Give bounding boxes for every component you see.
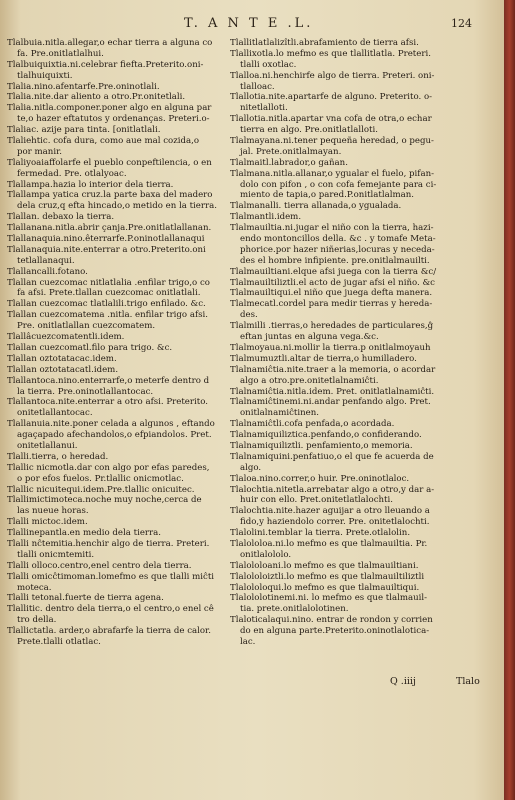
entry-line: Tlallan cuezcomac nitlatlalia .enfilar trigo,o co [7, 277, 210, 288]
entry-line: por manir. [17, 146, 62, 157]
entry-line: Tlallampa.hazia lo interior dela tierra. [7, 179, 174, 190]
entry-line: te,o hazer eftatutos y ordenanças. Preteri.o- [17, 114, 210, 125]
entry-line: moteca. [17, 582, 52, 593]
entry-line: fa. Pre.onitlatlalhui. [17, 48, 104, 59]
entry-line: Tlalli olloco.centro,enel centro dela tierra. [7, 560, 192, 571]
entry-line: algo. [240, 462, 262, 473]
entry-line: Tlalnamiĉtia.nite.traer a la memoria, o acordar [230, 364, 436, 375]
catchword: Tlalo [456, 676, 480, 687]
entry-line: Tlalnamiquiliztica.penfando,o confiderando. [230, 430, 422, 441]
entry-line: Tlallantoca.nino.enterrarfe,o meterfe dentro d [7, 375, 210, 386]
entry-line: tro della. [17, 615, 57, 626]
entry-line: Tlalololoqui.lo mefmo es que tlalmauiltiqui. [230, 582, 420, 593]
entry-line: Tlaliyoaiaffolarfe el pueblo conpeftilencia, o en [7, 157, 212, 168]
entry-line: Tlalmayana.ni.tener pequeña heredad, o pegu- [230, 136, 434, 147]
entry-line: Tlallâcuezcomatentli.idem. [7, 332, 125, 343]
entry-line: Tlalochtia.nite.hazer aguijar a otro lleuando a [230, 506, 430, 517]
entry-line: Tlalololoiztli.lo mefmo es que tlalmauiltiliztli [230, 571, 425, 582]
signature-mark: Q .iiij [390, 676, 416, 687]
entry-line: Tlalli nĉtemitia.henchir algo de tierra. Preteri. [7, 538, 210, 549]
entry-line: Tlalmaitl.labrador,o gañan. [230, 157, 348, 168]
entry-line: Tlalbuia.nitla.allegar,o echar tierra a alguna co [7, 38, 213, 48]
entry-line: Tlallotia.nite.apartarfe de alguno. Preterito. o- [230, 92, 433, 103]
entry-line: tlalhuiquixti. [17, 70, 73, 81]
entry-line: Tlallan cuezcomatl.filo para trigo. &c. [7, 342, 173, 353]
entry-line: Tlalmauiltiani.elque afsi juega con la tierra &c/ [230, 266, 437, 277]
entry-line: tlalli oxotlac. [240, 59, 297, 70]
entry-line: des. [240, 310, 258, 321]
entry-line: Tlalololoa.ni.lo mefmo es que tlalmauiltia. Pr. [230, 538, 428, 549]
entry-line: Tlallimictimoteca.noche muy noche,cerca de [7, 495, 202, 506]
entry-line: des el hombre infipiente. pre.onitlalmauilti. [240, 255, 430, 266]
entry-line: miento de tapia,o pared.P.onitlatlalman. [240, 190, 415, 201]
entry-line: Tlallinepantla.en medio dela tierra. [7, 528, 161, 539]
entry-line: onitlalnamiĉtinen. [240, 408, 319, 419]
page-header [0, 16, 498, 36]
running-title: T. A N T E .L. [184, 16, 314, 31]
entry-line: tlalli onicmtemiti. [17, 549, 95, 560]
page-number: 124 [451, 17, 472, 30]
entry-line: Prete.tlalli otlatlac. [17, 636, 101, 647]
entry-line: Tlalololoani.lo mefmo es que tlalmauiltiani. [230, 560, 419, 571]
entry-line: Tlallan. debaxo la tierra. [7, 212, 115, 223]
entry-line: Tlallantoca.nite.enterrar a otro afsi. Preterito. [7, 397, 208, 408]
right-column [230, 38, 492, 648]
entry-line: fa afsi. Prete.tlallan cuezcomac onitlatlali. [17, 288, 201, 299]
entry-line: huir con ello. Pret.onitetlatlalochti. [240, 495, 393, 506]
entry-line: Tlalmumuztli.altar de tierra,o humilladero. [230, 353, 417, 364]
entry-line: Tlalmoyaua.ni.mollir la tierra.p onitlalmoyauh [230, 342, 431, 353]
entry-line: la tierra. Pre.oninotlallantocac. [17, 386, 154, 397]
entry-line: algo a otro.pre.onitetlalnamiĉti. [240, 375, 379, 386]
entry-line: lac. [240, 636, 256, 647]
entry-line: Tlaliac. azije para tinta. [onitlatlali. [7, 125, 161, 136]
entry-line: Tlalli.tierra, o heredad. [7, 451, 109, 462]
entry-line: Tlalnamiquiliztli. penfamiento,o memoria. [230, 440, 413, 451]
entry-line: las nueue horas. [17, 506, 89, 517]
entry-line: eftan juntas en alguna vega.&c. [240, 332, 379, 343]
entry-line: Tlallanaquia.nite.enterrar a otro.Preterito.oni [7, 244, 206, 255]
entry-line: o por efos fuelos. Pr.tlallic onicmotlac. [17, 473, 184, 484]
entry-line: Tlalochtia.nitetla.arrebatar algo a otro,y dar a- [230, 484, 435, 495]
entry-line: Tlallic nicmotla.dar con algo por efas paredes, [7, 462, 210, 473]
entry-line: onitetlallantocac. [17, 408, 93, 419]
entry-line: Tlallotia.nitla.apartar vna cofa de otra,o echar [230, 114, 432, 125]
left-column [7, 38, 230, 648]
entry-line: Tlalmauiltia.ni.jugar el niño con la tierra, hazi- [230, 223, 434, 234]
entry-line: tetlallanaqui. [17, 255, 75, 266]
entry-line: Tlallan cuezcomac tlatlalili.trigo enfilado. &c. [7, 299, 206, 310]
entry-line: Tlallictatla. arder,o abrafarfe la tierra de calor. [7, 626, 211, 637]
entry-line: dolo con pifon , o con cofa femejante para ci- [240, 179, 437, 190]
entry-line: dela cruz,q efta hincado,o metido en la tierra. [17, 201, 217, 212]
entry-line: Tlalmana.nitla.allanar,o ygualar el fuelo, pifan- [230, 168, 435, 179]
entry-line: nitetlalloti. [240, 103, 288, 114]
entry-line: Tlalnamiĉtia.nitla.idem. Pret. onitlatlalnamiĉti. [230, 386, 435, 397]
entry-line: fermedad. Pre. otlalyoac. [17, 168, 127, 179]
entry-line: Tlalloa.ni.henchirfe algo de tierra. Preteri. oni- [230, 70, 435, 81]
page-edge-binding [504, 0, 515, 800]
entry-line: Tlallixotla.lo mefmo es que tlallitlatla. Preteri. [230, 48, 431, 59]
entry-line: Tlalmauiltiliztli.el acto de jugar afsi el niño. &c [230, 277, 435, 288]
entry-line: Tlallitic. dentro dela tierra,o el centro,o enel cê [7, 604, 214, 615]
entry-line: Tlalia.nite.dar aliento a otro.Pr.onitetlali. [7, 92, 186, 103]
entry-line: Tlalolini.temblar la tierra. Prete.otlalolin. [230, 528, 411, 539]
entry-line: jal. Prete.onitlalmayan. [240, 146, 342, 157]
entry-line: Tlallanana.nitla.abrir çanja.Pre.onitlatlallanan. [7, 223, 212, 234]
entry-line: Tlalmanalli. tierra allanada,o ygualada. [230, 201, 402, 212]
entry-line: Tlallanaquia.nino.êterrarfe.P.oninotlallanaqui [7, 234, 205, 245]
entry-line: Tlalmecatl.cordel para medir tierras y hereda- [230, 299, 433, 310]
entry-line: Tlalia.nino.afentarfe.Pre.oninotlali. [7, 81, 160, 92]
entry-line: Tlalbuiquixtia.ni.celebrar fiefta.Preterito.oni- [7, 59, 204, 70]
entry-line: Tlallancalli.fotano. [7, 266, 88, 277]
entry-line: endo montoncillos della. &c . y tomafe Meta- [240, 234, 436, 245]
entry-line: Tlaloa.nino.correr,o huir. Pre.oninotlaloc. [230, 473, 410, 484]
entry-line: Tlalmantli.idem. [230, 212, 302, 223]
entry-line: Tlaliehtic. cofa dura, como aue mal cozida,o [7, 136, 200, 147]
entry-line: Tlalli tetonal.fuerte de tierra agena. [7, 593, 164, 604]
entry-line: Tlallitlatlalizîtli.abrafamiento de tierra afsi. [230, 38, 419, 48]
entry-line: Tlalmilli .tierras,o heredades de particulares,ĝ [230, 321, 434, 332]
entry-line: Tlalnamiĉtli.cofa penfada,o acordada. [230, 419, 395, 430]
entry-line: tlalloac. [240, 81, 275, 92]
entry-line: Tlalia.nitla.componer.poner algo en alguna par [7, 103, 212, 114]
entry-line: tia. prete.onitlalolotinen. [240, 604, 349, 615]
entry-line: Tlallanuia.nite.poner celada a algunos , eftando [7, 419, 215, 430]
entry-line: Tlallan oztotatacac.idem. [7, 353, 117, 364]
entry-line: phorice.por hazer niñerias,locuras y neceda- [240, 244, 435, 255]
entry-line: Tlalololotinemi.ni. lo mefmo es que tlalmauil- [230, 593, 428, 604]
entry-line: Tlaloticalaqui.nino. entrar de rondon y corrien [230, 615, 433, 626]
entry-line: onitlalololo. [240, 549, 292, 560]
entry-line: agaçapado afechandolos,o efpiandolos. Pret. [17, 430, 212, 441]
entry-line: onitetlallanui. [17, 440, 78, 451]
entry-line: Tlalli mictoc.idem. [7, 517, 88, 528]
entry-line: Tlalnamiquini.penfatiuo,o el que fe acuerda de [230, 451, 434, 462]
entry-line: Tlallan cuezcomatema .nitla. enfilar trigo afsi. [7, 310, 209, 321]
entry-line: Tlalmauiltiqui.el niño que juega defta manera. [230, 288, 433, 299]
entry-line: Tlallampa yatica cruz.la parte baxa del madero [7, 190, 213, 201]
entry-line: Tlalli omicĉtimoman.lomefmo es que tlalli miĉti [7, 571, 215, 582]
entry-line: fido,y haziendolo correr. Pre. onitetlalochti. [240, 517, 430, 528]
entry-line: Tlallan oztotatacatl.idem. [7, 364, 119, 375]
entry-line: Tlallic nicuitequi.idem.Pre.tlallic onicuitec. [7, 484, 195, 495]
entry-line: do en alguna parte.Preterito.oninotlalotica- [240, 626, 430, 637]
entry-line: Pre. onitlatlallan cuezcomatem. [17, 321, 156, 332]
page-footer [390, 676, 500, 690]
entry-line: Tlalnamiĉtinemi.ni.andar penfando algo. Pret. [230, 397, 431, 408]
entry-line: tierra en algo. Pre.onitlatlalloti. [240, 125, 378, 136]
